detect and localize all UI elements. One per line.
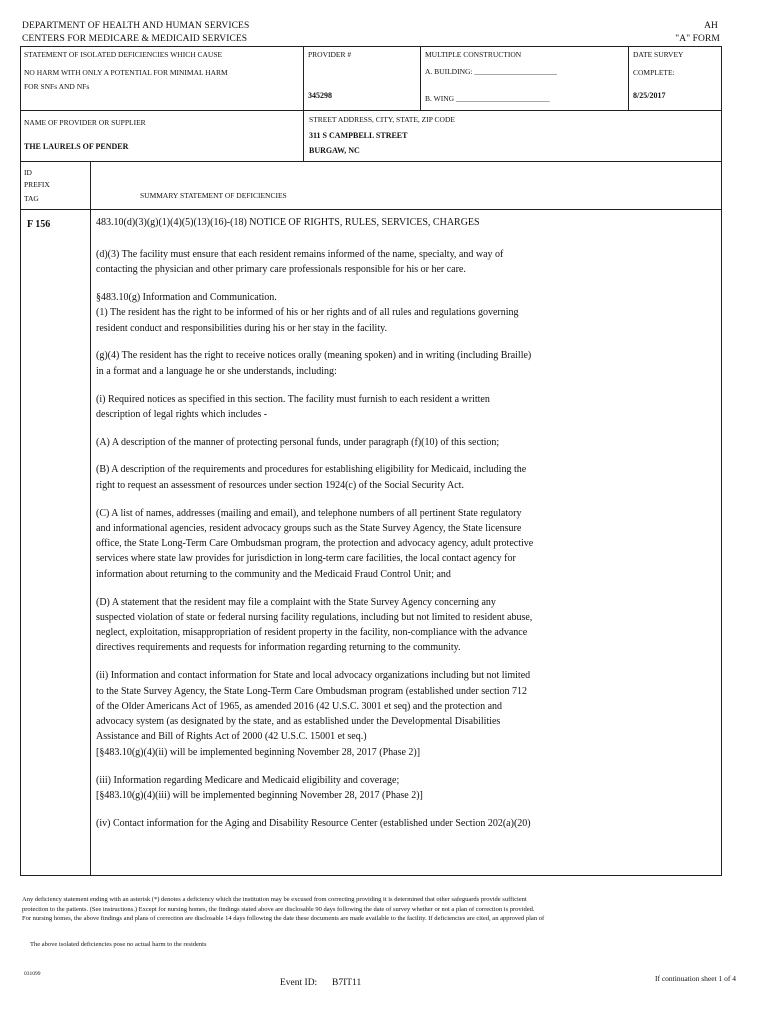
provider-label: PROVIDER # [308,50,352,59]
paragraph-line: (D) A statement that the resident may file a complaint with the State Survey Agency concerning any [96,596,496,608]
deficiency-paragraph [96,392,716,423]
deficiency-paragraph [96,462,716,493]
statement-line3: FOR SNFs AND NFs [24,82,90,91]
col-summary: SUMMARY STATEMENT OF DEFICIENCIES [140,191,287,200]
paragraph-line: contacting the physician and other primary care professionals responsible for his or her care. [96,264,466,276]
paragraph-line: (A) A description of the manner of protecting personal funds, under paragraph (f)(10) of this section; [96,436,500,448]
wing-field: B. WING _________________________ [425,94,550,103]
paragraph-line: resident conduct and responsibilities during his or her stay in the facility. [96,322,387,334]
deficiency-paragraph [96,816,716,831]
paragraph-line: and informational agencies, resident advocacy groups such as the State Survey Agency, the State licensure [96,522,522,534]
department-name: DEPARTMENT OF HEALTH AND HUMAN SERVICES [22,21,250,31]
centers-name: CENTERS FOR MEDICARE & MEDICAID SERVICES [22,34,248,44]
paragraph-line: (C) A list of names, addresses (mailing and email), and telephone numbers of all pertinent State regulatory [96,507,522,519]
col-id: ID [24,168,32,177]
construction-label: MULTIPLE CONSTRUCTION [425,50,522,59]
supplier-name: THE LAURELS OF PENDER [24,142,129,151]
supplier-label: NAME OF PROVIDER OR SUPPLIER [24,118,146,127]
paragraph-line: (1) The resident has the right to be informed of his or her rights and of all rules and regulations governing [96,307,519,319]
building-field: A. BUILDING: ______________________ [425,67,557,76]
statement-title: STATEMENT OF ISOLATED DEFICIENCIES WHICH CAUSE [24,50,223,59]
col-tag: TAG [24,194,39,203]
paragraph-line: office, the State Long-Term Care Ombudsman program, the protection and advocacy agency, adult protective [96,538,534,550]
provider-number: 345298 [308,91,332,100]
col-prefix: PREFIX [24,180,50,189]
survey-label: DATE SURVEY [633,50,684,59]
paragraph-line: [§483.10(g)(4)(ii) will be implemented beginning November 28, 2017 (Phase 2)] [96,746,421,758]
event-id: B7IT11 [332,978,362,988]
survey-complete: COMPLETE: [633,68,675,77]
paragraph-line: of the Older Americans Act of 1965, as amended 2016 (42 U.S.C. 3001 et seq) and the protection and [96,700,503,712]
paragraph-line: suspected violation of state or federal nursing facility regulations, including but not limited to resident abuse, [96,611,533,623]
deficiency-paragraph [96,506,716,582]
paragraph-line: services where state law provides for jurisdiction in long-term care facilities, the local contact agency for [96,553,516,565]
deficiency-paragraph [96,668,716,760]
paragraph-line: (B) A description of the requirements and procedures for establishing eligibility for Medicaid, including the [96,464,527,476]
harm-note: The above isolated deficiencies pose no actual harm to the residents [30,941,207,948]
deficiency-paragraph [96,595,716,656]
address-label: STREET ADDRESS, CITY, STATE, ZIP CODE [309,115,455,124]
paragraph-line: advocacy system (as designated by the state, and as established under the Developmental Disabilities [96,716,501,728]
paragraph-line: Assistance and Bill of Rights Act of 2000 (42 U.S.C. 15001 et seq.) [96,731,367,743]
disclaimer-line: For nursing homes, the above findings and plans of correction are disclosable 14 days following the date these documents are made available to the facility. If deficiencies are cited, an approved plan of [22,915,545,922]
deficiency-paragraph [96,290,716,336]
deficiency-tag: F 156 [27,219,51,230]
paragraph-line: §483.10(g) Information and Communication. [96,292,277,304]
event-label: Event ID: [280,978,318,988]
address-city: BURGAW, NC [309,146,360,155]
deficiency-paragraph [96,247,716,278]
paragraph-line: in a format and a language he or she understands, including: [96,365,337,377]
paragraph-line: (d)(3) The facility must ensure that each resident remains informed of the name, specialty, and way of [96,249,504,260]
paragraph-line: description of legal rights which includes - [96,408,268,420]
paragraph-line: (ii) Information and contact information for State and local advocacy organizations including but not limited [96,670,531,682]
disclaimer-line: Any deficiency statement ending with an asterisk (*) denotes a deficiency which the institution may be excused from correcting providing it is determined that other safeguards provide sufficient [22,896,527,903]
paragraph-line: neglect, exploitation, misappropriation of resident property in the facility, non-compliance with the advance [96,627,528,639]
survey-date: 8/25/2017 [633,91,666,100]
paragraph-line: [§483.10(g)(4)(iii) will be implemented beginning November 28, 2017 (Phase 2)] [96,789,423,801]
paragraph-line: to the State Survey Agency, the State Long-Term Care Ombudsman program (established under section 712 [96,685,528,697]
form-code: AH [704,21,718,31]
deficiency-paragraph [96,773,716,804]
disclaimer-text [22,895,752,924]
form-type: "A" FORM [675,34,720,44]
paragraph-line: (iii) Information regarding Medicare and Medicaid eligibility and coverage; [96,774,400,786]
paragraph-line: (i) Required notices as specified in this section. The facility must furnish to each resident a written [96,393,490,405]
deficiency-paragraph [96,348,716,379]
form-number: 031099 [24,971,41,977]
paragraph-line: directives requirements and requests for information regarding returning to the community. [96,642,461,654]
disclaimer-line: protection to the patients. (See instructions.) Except for nursing homes, the findings stated above are disclosable 90 days following the date of survey whether or not a plan of correction is provided. [22,905,535,913]
paragraph-line: right to request an assessment of resources under section 1924(c) of the Social Security Act. [96,479,464,491]
continuation-sheet: If continuation sheet 1 of 4 [654,974,736,983]
deficiency-text [96,247,716,843]
paragraph-line: information about returning to the community and the Medicaid Fraud Control Unit; and [96,568,451,580]
address-street: 311 S CAMPBELL STREET [309,131,408,140]
statement-line2: NO HARM WITH ONLY A POTENTIAL FOR MINIMAL HARM [24,68,228,77]
deficiency-paragraph [96,435,716,450]
paragraph-line: (iv) Contact information for the Aging and Disability Resource Center (established under Section 202(a)(20) [96,817,531,829]
column-header [20,161,722,210]
paragraph-line: (g)(4) The resident has the right to receive notices orally (meaning spoken) and in writing (including Braille) [96,350,532,362]
deficiency-title: 483.10(d)(3)(g)(1)(4)(5)(13)(16)-(18) NOTICE OF RIGHTS, RULES, SERVICES, CHARGES [96,217,480,228]
